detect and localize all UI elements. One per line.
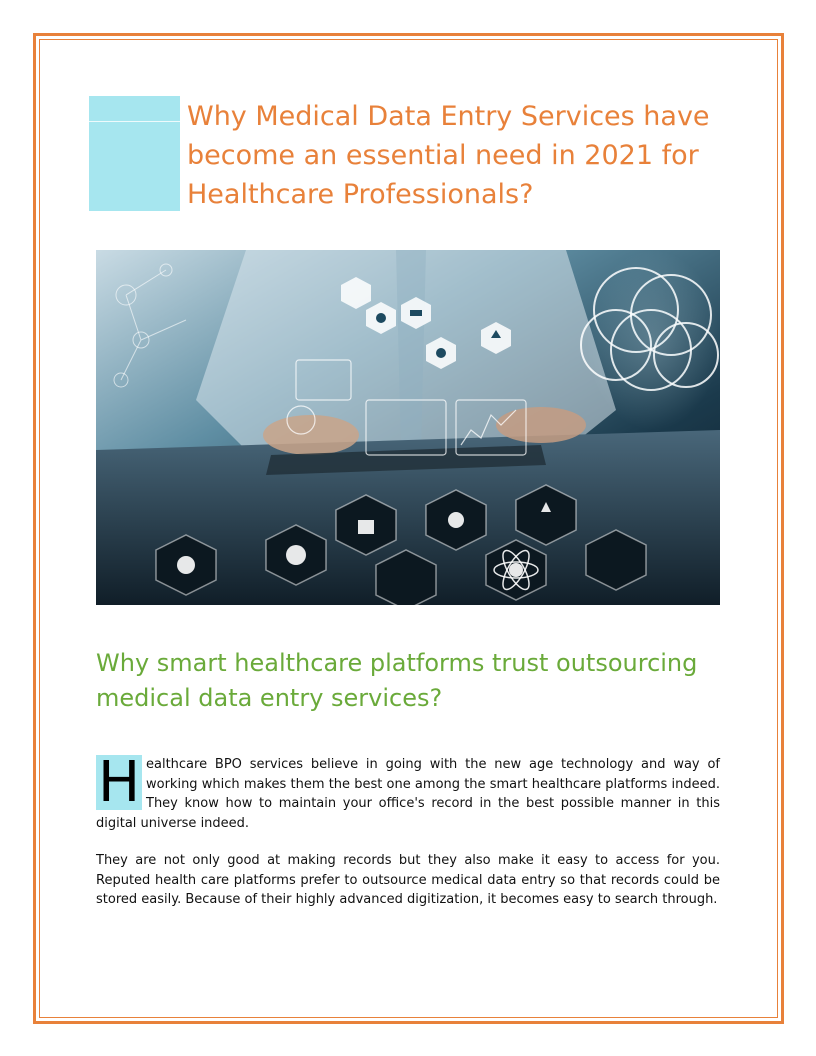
paragraph-1 [96,750,720,833]
paragraph-2: They are not only good at making records but they also make it easy to access for you. Reputed health care platforms prefer to outsource medical data entry so that records could be stored easily. Because of their highly advanced digitization, it becomes easy to search through. [96,853,720,907]
healthcare-technology-illustration [96,250,720,605]
title-accent-divider [89,121,180,122]
page-title: Why Medical Data Entry Services have become an essential need in 2021 for Healthcare Professionals? [187,101,710,210]
section-heading: Why smart healthcare platforms trust outsourcing medical data entry services? [96,649,698,712]
paragraph-1-text: ealthcare BPO services believe in going with the new age technology and way of working which makes them the best one among the smart healthcare platforms indeed. They know how to maintain your office's record in the best possible manner in this digital universe indeed. [96,757,720,831]
dropcap-letter: H [97,750,141,815]
hero-image [96,250,720,605]
title-accent-block [89,96,180,211]
